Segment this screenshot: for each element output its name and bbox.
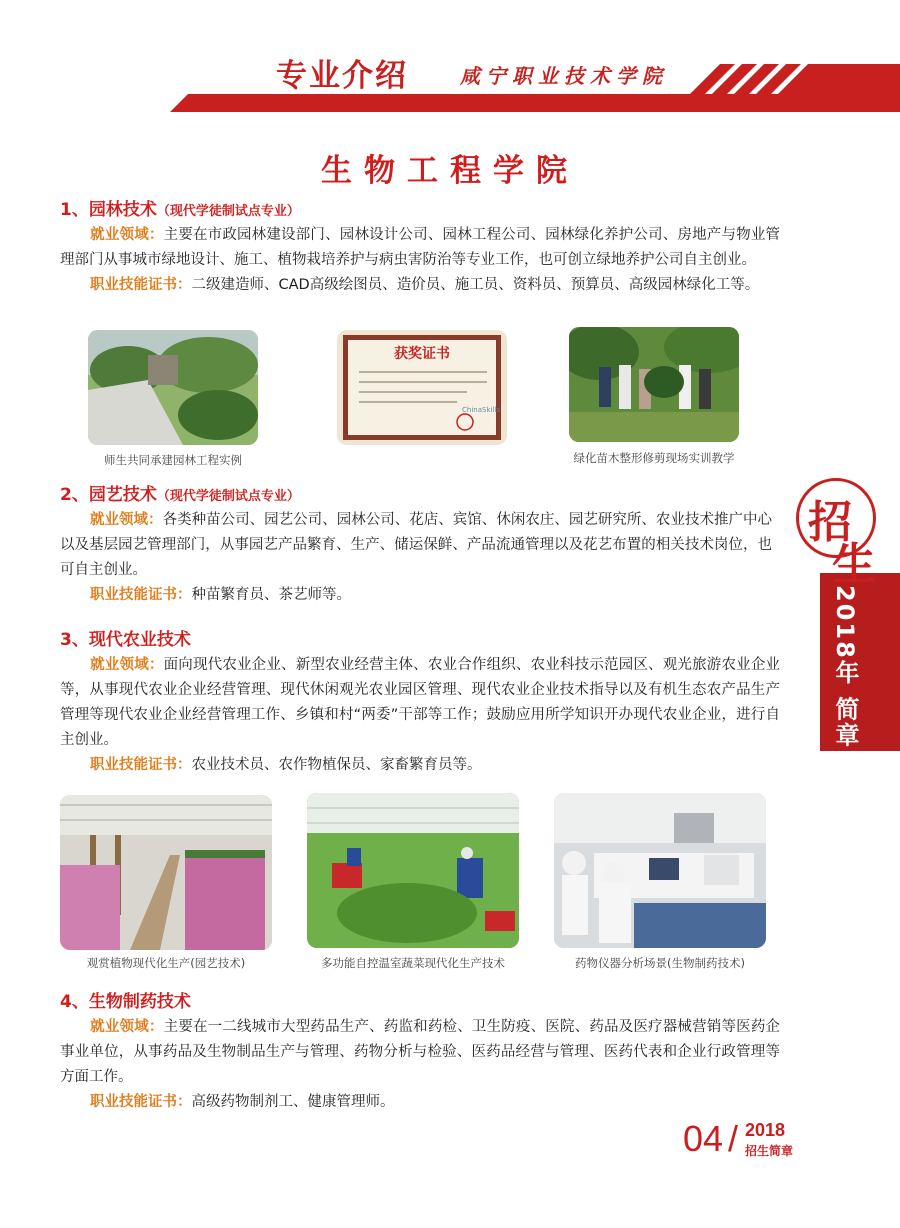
cert-label: 职业技能证书：	[90, 277, 192, 293]
cert-paragraph	[60, 273, 780, 298]
cert-text: 农业技术员、农作物植保员、家畜繁育员等。	[191, 757, 482, 773]
employment-label: 就业领域：	[90, 227, 164, 243]
section-tag: （现代学徒制试点专业）	[156, 204, 300, 219]
footer-year: 2018	[745, 1120, 786, 1140]
header	[0, 0, 900, 120]
cert-label: 职业技能证书：	[90, 1094, 192, 1110]
section-heading: 3、现代农业技术	[60, 630, 191, 650]
employment-text: 面向现代农业企业、新型农业经营主体、农业合作组织、农业科技示范园区、观光旅游农业企业等，从事现代农业企业经营管理、现代休闲观光农业园区管理、现代农业企业技术指导以及有机生态农产品生产管理等现代农业企业经营管理工作、乡镇和村“两委”干部等工作；鼓励应用所学知识开办现代农业企业，进行自主创业。	[60, 657, 781, 748]
photo-pruning-training	[569, 327, 739, 442]
section-heading: 4、生物制药技术	[60, 992, 191, 1012]
cert-paragraph	[60, 583, 780, 608]
cert-paragraph	[60, 1090, 780, 1115]
certificate-brand: ChinaSkills	[462, 406, 500, 414]
header-band	[0, 64, 900, 112]
section-bio-pharma	[60, 989, 780, 1115]
photo-greenhouse-vegetables	[307, 793, 519, 948]
cert-label: 职业技能证书：	[90, 757, 192, 773]
cert-label: 职业技能证书：	[90, 587, 192, 603]
section-heading: 1、园林技术（现代学徒制试点专业）	[60, 200, 300, 220]
cert-text: 高级药物制剂工、健康管理师。	[191, 1094, 395, 1110]
photo-ornamental-plants	[60, 795, 272, 950]
page-number: 04	[683, 1118, 724, 1159]
photo-pharma-instruments	[554, 793, 766, 948]
caption-ornamental-plants: 观赏植物现代化生产(园艺技术)	[86, 956, 246, 970]
certificate-title: 获奖证书	[394, 346, 450, 362]
page-slash: /	[728, 1118, 739, 1159]
photo-award-certificate	[337, 330, 507, 445]
employment-label: 就业领域：	[90, 512, 163, 528]
side-tab-text: 2018年 简章	[831, 585, 859, 749]
cert-paragraph	[60, 753, 780, 778]
caption-greenhouse-vegetables: 多功能自控温室蔬菜现代化生产技术	[321, 956, 505, 970]
side-char-zhao: 招	[808, 497, 852, 548]
section-horticulture	[60, 482, 780, 608]
section-modern-agriculture	[60, 627, 780, 778]
caption-pruning-training: 绿化苗木整形修剪现场实训教学	[573, 451, 735, 465]
caption-pharma-instruments: 药物仪器分析场景(生物制药技术)	[575, 956, 745, 970]
footer-book: 招生简章	[745, 1144, 794, 1158]
employment-text: 主要在市政园林建设部门、园林设计公司、园林工程公司、园林绿化养护公司、房地产与物业管理部门从事城市绿地设计、施工、植物栽培养护与病虫害防治等专业工作，也可创立绿地养护公司自主创业。	[60, 227, 781, 268]
employment-text: 各类种苗公司、园艺公司、园林公司、花店、宾馆、休闲农庄、园艺研究所、农业技术推广中心以及基层园艺管理部门，从事园艺产品繁育、生产、储运保鲜、产品流通管理以及花艺布置的相关技术岗位，也可自主创业。	[60, 512, 773, 578]
employment-text: 主要在一二线城市大型药品生产、药监和药检、卫生防疫、医院、药品及医疗器械营销等医药企事业单位，从事药品及生物制品生产与管理、药物分析与检验、医药品经营与管理、医药代表和企业行政管理等方面工作。	[60, 1019, 781, 1085]
employment-paragraph	[60, 508, 772, 583]
page-title: 生物工程学院	[321, 153, 579, 189]
cert-text: 种苗繁育员、茶艺师等。	[191, 587, 351, 603]
header-title: 专业介绍	[276, 58, 408, 94]
cert-text: 二级建造师、CAD高级绘图员、造价员、施工员、资料员、预算员、高级园林绿化工等。	[191, 277, 760, 293]
photo-garden-project	[88, 330, 258, 445]
employment-label: 就业领域：	[90, 657, 164, 673]
section-heading: 2、园艺技术（现代学徒制试点专业）	[60, 485, 300, 505]
section-landscape	[60, 197, 780, 298]
side-char-sheng: 生	[832, 539, 876, 590]
employment-label: 就业领域：	[90, 1019, 164, 1035]
employment-paragraph	[60, 653, 780, 753]
caption-garden-project: 师生共同承建园林工程实例	[104, 453, 242, 467]
section-tag: （现代学徒制试点专业）	[156, 489, 300, 504]
employment-paragraph	[60, 223, 780, 273]
employment-paragraph	[60, 1015, 780, 1090]
school-name: 咸宁职业技术学院	[460, 64, 668, 88]
